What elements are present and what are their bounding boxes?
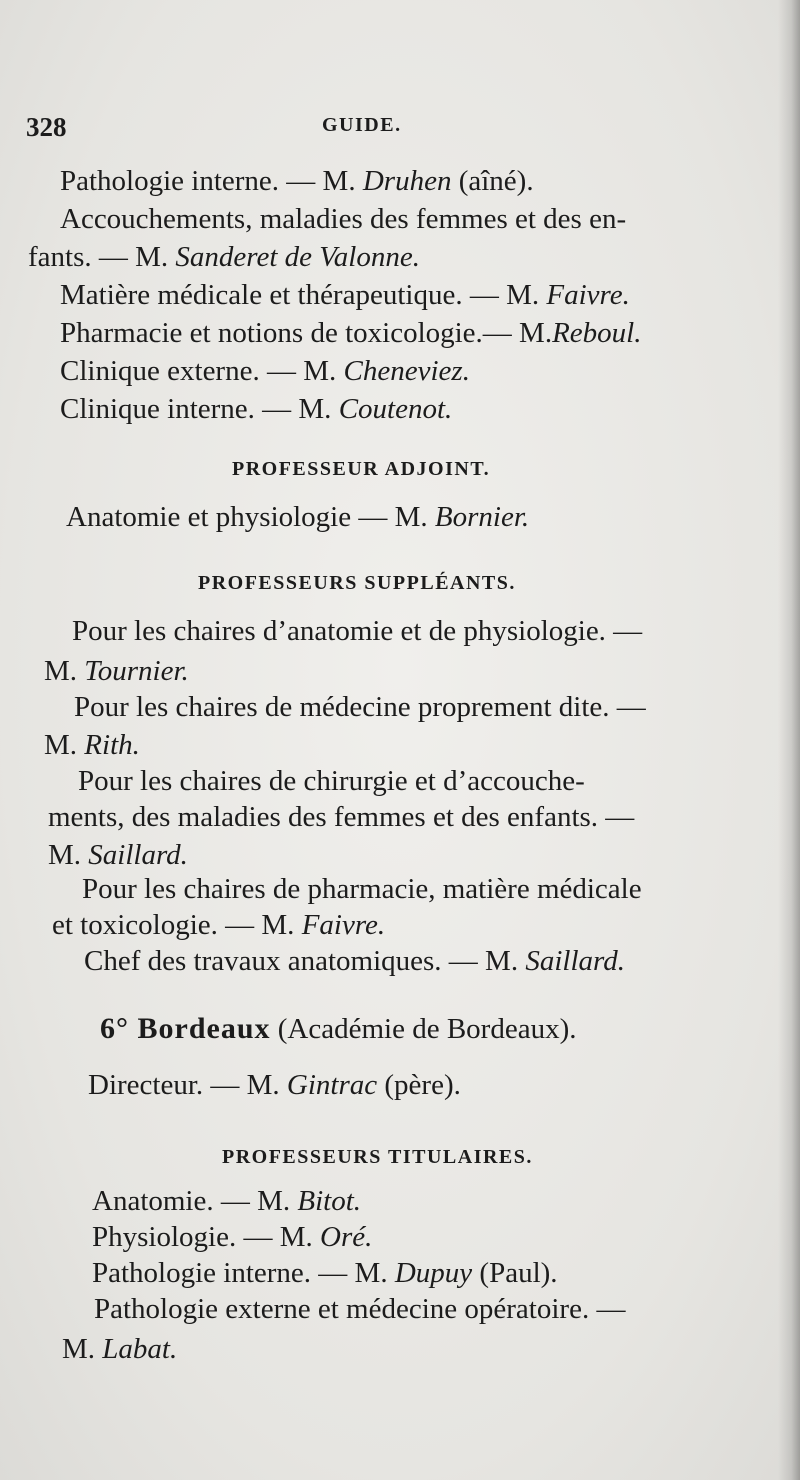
text-line: Clinique externe. — M. Cheneviez. xyxy=(60,355,470,387)
text-line: Pour les chaires de pharmacie, matière médicale xyxy=(82,873,642,905)
running-title: GUIDE. xyxy=(322,114,402,136)
text-line: M. Saillard. xyxy=(48,839,188,871)
section-heading: PROFESSEURS SUPPLÉANTS. xyxy=(198,572,516,594)
text-line: M. Rith. xyxy=(44,729,140,761)
text-line: fants. — M. Sanderet de Valonne. xyxy=(28,241,420,273)
text-line: Clinique interne. — M. Coutenot. xyxy=(60,393,453,425)
text-line: Pour les chaires de chirurgie et d’accouche- xyxy=(78,765,585,797)
text-line: M. Tournier. xyxy=(44,655,189,687)
page-edge-shadow xyxy=(778,0,800,1480)
section-heading: PROFESSEURS TITULAIRES. xyxy=(222,1146,533,1168)
page-number: 328 xyxy=(26,112,67,142)
text-line: Pathologie externe et médecine opératoire. — xyxy=(94,1293,626,1325)
text-line: Pathologie interne. — M. Druhen (aîné). xyxy=(60,165,534,197)
text-line: M. Labat. xyxy=(62,1333,178,1365)
text-line: Anatomie et physiologie — M. Bornier. xyxy=(66,501,530,533)
institution-title: 6° Bordeaux (Académie de Bordeaux). xyxy=(100,1012,577,1045)
text-line: Pharmacie et notions de toxicologie.— M.Reboul. xyxy=(60,317,642,349)
text-line: Matière médicale et thérapeutique. — M. Faivre. xyxy=(60,279,630,311)
text-line: Pour les chaires d’anatomie et de physiologie. — xyxy=(72,615,643,647)
section-heading: PROFESSEUR ADJOINT. xyxy=(232,458,491,480)
text-line: Pour les chaires de médecine proprement dite. — xyxy=(74,691,646,723)
text-line: Anatomie. — M. Bitot. xyxy=(92,1185,362,1217)
text-line: ments, des maladies des femmes et des enfants. — xyxy=(48,801,635,833)
text-line: Physiologie. — M. Oré. xyxy=(92,1221,373,1253)
text-line: et toxicologie. — M. Faivre. xyxy=(52,909,386,941)
text-line: Accouchements, maladies des femmes et des en- xyxy=(60,203,627,235)
text-line: Chef des travaux anatomiques. — M. Saillard. xyxy=(84,945,625,977)
text-line: Pathologie interne. — M. Dupuy (Paul). xyxy=(92,1257,558,1289)
text-line: Directeur. — M. Gintrac (père). xyxy=(88,1069,461,1101)
